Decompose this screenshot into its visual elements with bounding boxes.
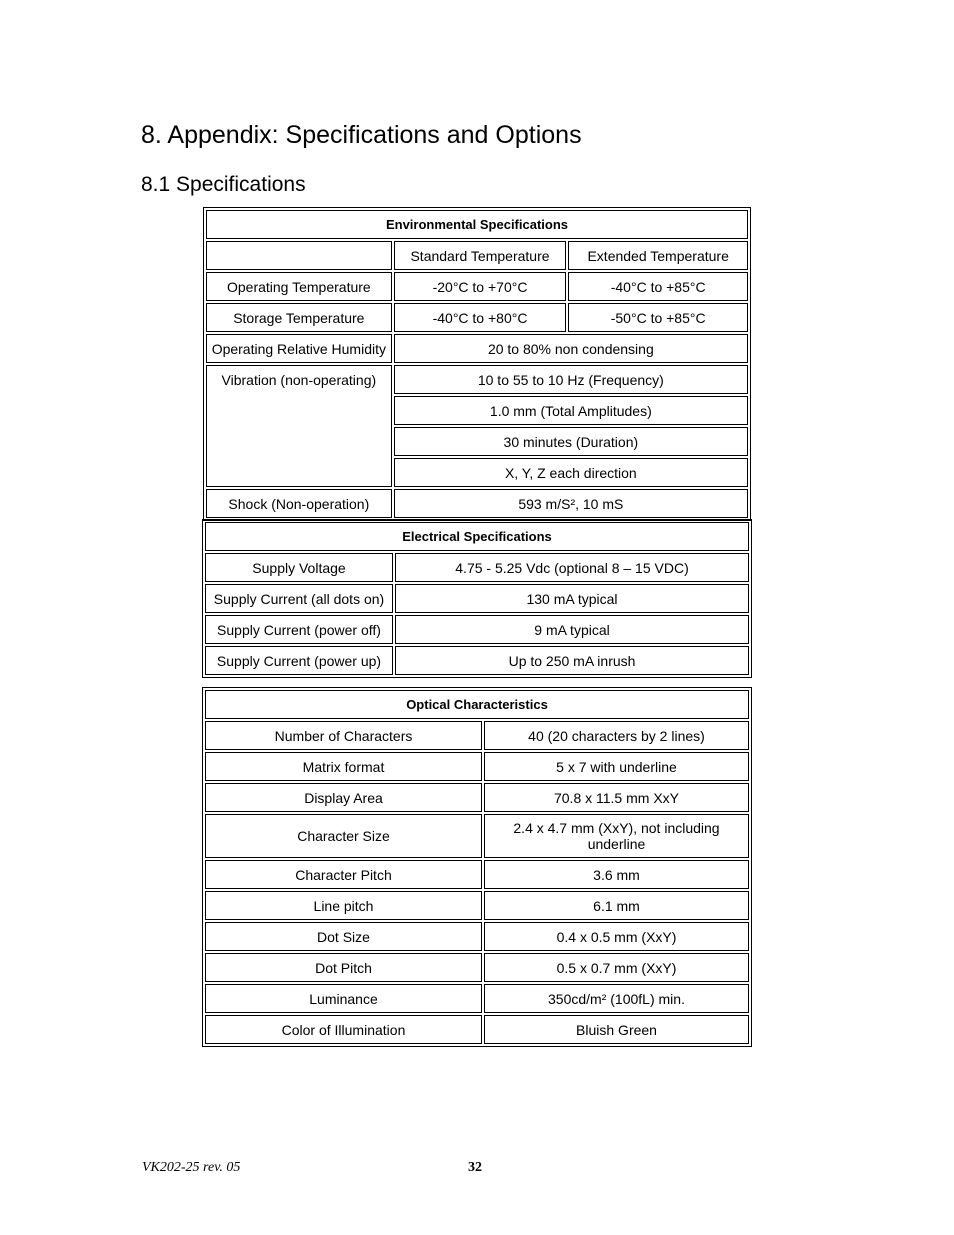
row-label: Vibration (non-operating)	[206, 365, 392, 487]
row-label: Supply Current (all dots on)	[205, 584, 393, 613]
table-row	[205, 615, 749, 644]
table-caption: Optical Characteristics	[205, 690, 749, 719]
table-cell: -50°C to +85°C	[568, 303, 748, 332]
row-label: Character Pitch	[205, 860, 482, 889]
table-cell: 30 minutes (Duration)	[394, 427, 748, 456]
table-cell: 9 mA typical	[395, 615, 749, 644]
table-caption: Electrical Specifications	[205, 522, 749, 551]
table-cell: 40 (20 characters by 2 lines)	[484, 721, 749, 750]
section-title: 8.1 Specifications	[141, 173, 306, 196]
table-cell: 5 x 7 with underline	[484, 752, 749, 781]
table-cell: 130 mA typical	[395, 584, 749, 613]
row-label: Operating Relative Humidity	[206, 334, 392, 363]
table-row	[206, 365, 748, 394]
table-cell: 4.75 - 5.25 Vdc (optional 8 – 15 VDC)	[395, 553, 749, 582]
table-cell: 0.4 x 0.5 mm (XxY)	[484, 922, 749, 951]
table-header-cell: Extended Temperature	[568, 241, 748, 270]
table-cell: 0.5 x 0.7 mm (XxY)	[484, 953, 749, 982]
table-header-cell	[206, 241, 392, 270]
table-row	[206, 272, 748, 301]
table-row	[206, 334, 748, 363]
table-row	[205, 783, 749, 812]
table-cell: -40°C to +85°C	[568, 272, 748, 301]
table-cell: 350cd/m² (100fL) min.	[484, 984, 749, 1013]
table-header-cell: Standard Temperature	[394, 241, 567, 270]
table-cell: -20°C to +70°C	[394, 272, 567, 301]
table-cell: 70.8 x 11.5 mm XxY	[484, 783, 749, 812]
table-row	[205, 922, 749, 951]
table-row	[205, 860, 749, 889]
table-cell: 1.0 mm (Total Amplitudes)	[394, 396, 748, 425]
table-row	[205, 1015, 749, 1044]
footer-doc-id: VK202-25 rev. 05	[142, 1160, 241, 1175]
table-row	[205, 953, 749, 982]
row-label: Supply Current (power up)	[205, 646, 393, 675]
table-row	[205, 984, 749, 1013]
row-label: Supply Current (power off)	[205, 615, 393, 644]
row-label: Dot Size	[205, 922, 482, 951]
table-cell: Bluish Green	[484, 1015, 749, 1044]
table-row	[205, 814, 749, 858]
table-cell: 3.6 mm	[484, 860, 749, 889]
footer-page-number: 32	[468, 1160, 482, 1175]
row-label: Character Size	[205, 814, 482, 858]
table-row	[205, 721, 749, 750]
table-row	[205, 891, 749, 920]
row-label: Display Area	[205, 783, 482, 812]
table-cell: 10 to 55 to 10 Hz (Frequency)	[394, 365, 748, 394]
row-label: Operating Temperature	[206, 272, 392, 301]
table-caption: Environmental Specifications	[206, 210, 748, 239]
row-label: Supply Voltage	[205, 553, 393, 582]
table-row	[205, 553, 749, 582]
table-row	[206, 489, 748, 518]
chapter-title: 8. Appendix: Specifications and Options	[141, 121, 582, 149]
electrical-spec-table	[202, 519, 752, 678]
table-cell: 20 to 80% non condensing	[394, 334, 748, 363]
row-label: Matrix format	[205, 752, 482, 781]
row-label: Storage Temperature	[206, 303, 392, 332]
optical-spec-table	[202, 687, 752, 1047]
environmental-spec-table	[203, 207, 751, 521]
row-label: Color of Illumination	[205, 1015, 482, 1044]
table-row	[205, 646, 749, 675]
row-label: Luminance	[205, 984, 482, 1013]
table-cell: -40°C to +80°C	[394, 303, 567, 332]
table-cell: 6.1 mm	[484, 891, 749, 920]
table-cell: X, Y, Z each direction	[394, 458, 748, 487]
table-cell: 2.4 x 4.7 mm (XxY), not including underline	[484, 814, 749, 858]
row-label: Number of Characters	[205, 721, 482, 750]
table-cell: Up to 250 mA inrush	[395, 646, 749, 675]
table-row	[205, 752, 749, 781]
table-cell: 593 m/S², 10 mS	[394, 489, 748, 518]
table-row	[206, 303, 748, 332]
row-label: Dot Pitch	[205, 953, 482, 982]
row-label: Line pitch	[205, 891, 482, 920]
row-label: Shock (Non-operation)	[206, 489, 392, 518]
table-row	[205, 584, 749, 613]
